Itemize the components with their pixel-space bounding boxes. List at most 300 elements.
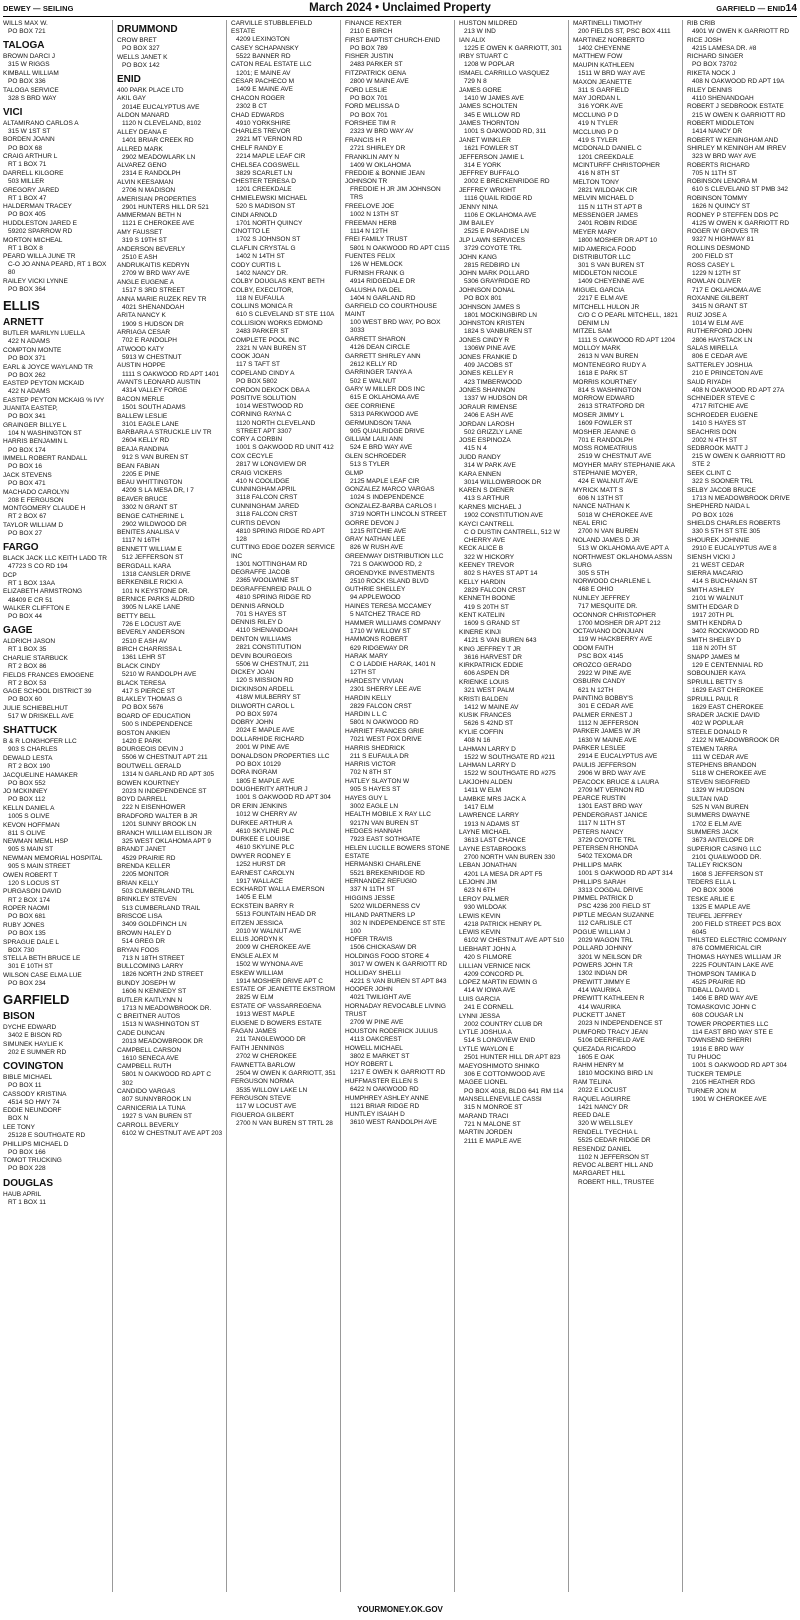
claimant-name: RESENDIZ DANIEL	[573, 1145, 632, 1153]
claimant-address: PO BOX 327	[122, 45, 160, 53]
claimant-name: LAKJOHN ALDEN	[459, 779, 513, 787]
claimant-entry	[231, 920, 337, 936]
claimant-name: CORNING RAYNA C	[231, 411, 292, 419]
claimant-entry	[117, 296, 223, 312]
claimant-address: 315 W 1ST ST	[8, 127, 51, 135]
claimant-name: SMITH KENDRA D	[687, 620, 743, 628]
claimant-name: TOWER PROPERTIES LLC	[687, 1020, 769, 1028]
claimant-entry	[687, 87, 794, 103]
claimant-address: 606 ASPEN DR	[464, 670, 510, 678]
claimant-entry	[231, 212, 337, 228]
claimant-name: JONES FRANKIE D	[459, 353, 518, 361]
claimant-entry	[687, 228, 794, 244]
claimant-name: EASTEP PEYTON MCKAID	[3, 380, 85, 388]
claimant-entry	[459, 829, 565, 845]
claimant-name: CUNNINGHAM JARED	[231, 502, 299, 510]
claimant-name: MCINTURFF CHRISTOPHER	[573, 162, 660, 170]
claimant-entry	[231, 45, 337, 61]
claimant-address: C O DUSTIN CANTRELL, 512 W CHERRY AVE	[464, 528, 562, 544]
claimant-entry	[687, 1037, 794, 1053]
claimant-address: 5522 BANNER RD	[236, 52, 291, 60]
claimant-address: PO BOX 3006	[692, 887, 734, 895]
claimant-entry	[573, 662, 679, 678]
claimant-entry	[117, 646, 223, 662]
claimant-name: COOK JOAN	[231, 353, 270, 361]
claimant-name: ROBERT J SEDBROOK ESTATE	[687, 103, 784, 111]
listing-column	[231, 20, 341, 1592]
claimant-entry	[231, 636, 337, 652]
claimant-name: MELTON TONY	[573, 178, 620, 186]
claimant-name: FURNISH FRANK G	[345, 269, 405, 277]
claimant-address: 2023 N INDEPENDENCE ST	[578, 1020, 663, 1028]
claimant-entry	[459, 796, 565, 812]
claimant-address: 1810 MOCKING BIRD LN	[578, 1070, 653, 1078]
claimant-address: 101 N KEYSTONE DR.	[122, 587, 190, 595]
claimant-name: HOFER TRAVIS	[345, 936, 393, 944]
claimant-name: CHELF RANDY E	[231, 144, 283, 152]
claimant-entry	[459, 220, 565, 236]
claimant-address: 5626 S 42ND ST	[464, 720, 514, 728]
claimant-entry	[345, 420, 451, 436]
claimant-name: DYCHE EDWARD	[3, 1024, 57, 1032]
claimant-name: COMPLETE POOL INC	[231, 336, 300, 344]
claimant-name: ANDERSON BEVERLY	[117, 245, 186, 253]
claimant-name: CHELSEA COGSWELL	[231, 161, 300, 169]
claimant-address: 4021 TWILIGHT AVE	[350, 994, 412, 1002]
claimant-name: MID AMERICA FOOD DISTRIBUTOR LLC	[573, 245, 639, 261]
claimant-name: RIKETA NOCK J	[687, 70, 736, 78]
claimant-entry	[117, 87, 223, 95]
claimant-address: PO BOX 681	[8, 913, 46, 921]
claimant-name: NUNLEY JEFFREY	[573, 594, 630, 602]
claimant-entry	[573, 287, 679, 303]
claimant-address: 826 W RUSH AVE	[350, 544, 403, 552]
claimant-name: MORRIS KOURTNEY	[573, 378, 637, 386]
town-heading: GAGE	[3, 625, 33, 637]
claimant-entry	[687, 746, 794, 762]
claimant-entry	[573, 1062, 679, 1078]
claimant-address: 1106 E OKLAHOMA AVE	[464, 211, 537, 219]
claimant-name: JEFFREY WRIGHT	[459, 186, 516, 194]
town-heading: FARGO	[3, 542, 39, 554]
claimant-name: TIDBALL DAVID L	[687, 987, 740, 995]
claimant-address: 2323 W BRD WAY AV	[350, 128, 414, 136]
claimant-address: PO BOX 721	[8, 28, 46, 36]
claimant-entry	[459, 913, 565, 929]
claimant-address: RT 2 BOX 67	[8, 513, 47, 521]
claimant-address: 876 COMMERICAL CIR	[692, 945, 762, 953]
claimant-address: 629 RIDGEWAY DR	[350, 644, 409, 652]
claimant-address: 117 S TAFT ST	[236, 361, 280, 369]
claimant-address: 1609 FOWLER ST	[578, 420, 633, 427]
claimant-name: PUCKETT JANET	[573, 1012, 626, 1020]
claimant-address: 2501 HUNTER HILL DR APT 823	[464, 1054, 561, 1062]
claimant-entry	[3, 153, 109, 169]
claimant-entry	[687, 445, 794, 469]
claimant-address: 2709 W BRD WAY AVE	[122, 270, 190, 278]
claimant-entry	[231, 669, 337, 685]
claimant-address: 2302 B CT	[236, 102, 268, 110]
claimant-entry	[687, 278, 794, 294]
claimant-address: RT 2 BOX 174	[8, 896, 51, 904]
claimant-name: LIEBHART JOHN A	[459, 945, 516, 953]
claimant-address: 1914 MOSHER DRIVE APT C	[236, 977, 323, 985]
claimant-entry	[345, 137, 451, 153]
claimant-address: 4113 OAKCREST	[350, 1035, 402, 1043]
claimant-entry	[3, 422, 109, 438]
claimant-address: 6422 N OAKWOOD RD	[350, 1086, 419, 1093]
listing-column	[345, 20, 455, 1592]
claimant-name: MONTGOMERY CLAUDE H	[3, 505, 86, 513]
claimant-address: 1217 E OWEN K GARRIOTT RD	[350, 1069, 446, 1077]
claimant-name: HATLEY SLAYTON W	[345, 778, 410, 786]
listing-column	[117, 20, 227, 1592]
claimant-entry	[231, 569, 337, 585]
claimant-entry	[3, 522, 109, 538]
claimant-address: 1318 CANSLER DRIVE	[122, 570, 191, 578]
claimant-address: PO BOX 801	[464, 295, 502, 303]
claimant-name: SCHNEIDER STEVE C	[687, 395, 755, 403]
claimant-address: 1522 W SOUTHGATE RD #275	[464, 770, 556, 778]
claimant-name: LOPEZ MARTIN EDWIN G	[459, 979, 538, 987]
claimant-entry	[573, 195, 679, 211]
claimant-name: BRINKLEY STEVEN	[117, 896, 177, 904]
claimant-name: MEYER MARY	[573, 228, 617, 236]
claimant-entry	[573, 1079, 679, 1095]
claimant-entry	[459, 696, 565, 712]
claimant-entry	[3, 472, 109, 488]
claimant-name: HARAK MARY	[345, 653, 388, 661]
claimant-entry	[345, 253, 451, 269]
claimant-address: 323 W BRD WAY AVE	[692, 153, 757, 160]
claimant-entry	[3, 1107, 109, 1123]
claimant-entry	[117, 179, 223, 195]
claimant-name: SIERRA MACARIO	[687, 570, 743, 578]
claimant-name: GERMUNDSON TANA	[345, 419, 412, 427]
claimant-address: 3402 ROCKWOOD RD	[692, 628, 760, 636]
claimant-name: RAILEY VICKI LYNNE	[3, 278, 68, 286]
claimant-name: ANDRUKAITIS KEDRYN	[117, 262, 190, 270]
claimant-entry	[573, 712, 679, 728]
claimant-entry	[687, 520, 794, 536]
claimant-address: 215 W OWEN K GARRIOTT RD STE 2	[692, 453, 788, 469]
claimant-entry	[117, 546, 223, 562]
claimant-name: SELBY JACOB BRUCE	[687, 486, 756, 494]
claimant-address: 1001 S OAKWOOD RD APT 304	[692, 1062, 787, 1070]
claimant-address: 4910 YORKSHIRE	[236, 119, 291, 127]
claimant-entry	[3, 1191, 109, 1207]
claimant-address: 1401 BRIAR CREEK RD	[122, 136, 194, 144]
claimant-name: JO MCKINNEY	[3, 788, 48, 796]
claimant-address: 2013 MEADOWBROOK DR	[122, 1038, 203, 1046]
claimant-entry	[573, 845, 679, 861]
claimant-address: 1805 E MAPLE AVE	[236, 777, 295, 785]
claimant-entry	[117, 37, 223, 53]
claimant-address: RT 1 BOX 11	[8, 1198, 46, 1206]
claimant-entry	[687, 70, 794, 86]
claimant-name: PURGASON DAVID	[3, 888, 62, 896]
claimant-name: MAUPIN KATHLEEN	[573, 61, 634, 69]
claimant-address: 2029 WAGON TRL	[578, 936, 634, 944]
page-header	[3, 0, 797, 17]
claimant-address: 420 S FILMORE	[464, 954, 512, 961]
claimant-entry	[459, 746, 565, 762]
claimant-address: 802 S HAYES ST APT 14	[464, 570, 538, 578]
claimant-address: 2702 W CHEROKEE	[236, 1053, 297, 1061]
claimant-entry	[117, 329, 223, 345]
claimant-entry	[231, 20, 337, 44]
claimant-entry	[345, 620, 451, 636]
claimant-address: 1111 S OAKWOOD RD APT 1401	[122, 370, 220, 378]
claimant-address: 1522 W SOUTHGATE RD #211	[464, 753, 556, 761]
claimant-name: MORROW EDWARD	[573, 395, 635, 403]
claimant-name: AUSTIN HOPPE	[117, 362, 166, 370]
claimant-name: NORWOOD CHARLENE L	[573, 578, 651, 586]
claimant-address: 514 S LONGVIEW ENID	[464, 1037, 536, 1045]
claimant-name: DICKEY JOAN	[231, 669, 275, 677]
claimant-address: RT 1 BOX 8	[8, 244, 43, 252]
claimant-address: 2510 E ASH AV	[122, 637, 168, 645]
claimant-entry	[231, 112, 337, 128]
claimant-name: WELLS JANET K	[117, 53, 168, 61]
claimant-name: FREDDIE & BONNIE JEAN JOHNSON TR	[345, 170, 427, 186]
claimant-address: 1001 S OAKWOOD RD APT 314	[578, 870, 673, 878]
claimant-address: 414 WAURIKA	[578, 986, 621, 994]
claimant-entry	[459, 846, 565, 862]
claimant-name: ECKSTEIN BARRY R	[231, 902, 294, 910]
claimant-name: KING JEFFREY T JR	[459, 645, 521, 653]
claimant-entry	[231, 228, 337, 244]
claimant-name: EITZEN JESSICA	[231, 919, 284, 927]
claimant-entry	[231, 245, 337, 261]
claimant-address: 408 N OAKWOOD RD APT 27A	[692, 386, 785, 394]
claimant-name: GLMP	[345, 469, 364, 477]
claimant-name: ROLLINS DESMOND	[687, 245, 750, 253]
claimant-name: THILSTED ELECTRIC COMPANY	[687, 937, 787, 945]
claimant-entry	[231, 619, 337, 635]
claimant-name: FRANCIS H R	[345, 136, 387, 144]
claimant-entry	[573, 962, 679, 978]
claimant-entry	[3, 688, 109, 704]
claimant-name: SAUD RIYADH	[687, 378, 731, 386]
claimant-name: DOLLARHIDE RICHARD	[231, 736, 304, 744]
claimant-entry	[3, 972, 109, 988]
claimant-name: 400 PARK PLACE LTD	[117, 86, 184, 94]
claimant-entry	[459, 679, 565, 695]
claimant-entry	[345, 845, 451, 861]
claimant-address: 1121 BRIAR RIDGE RD	[350, 1102, 420, 1110]
claimant-address: PO BOX 135	[8, 929, 46, 937]
claimant-entry	[687, 812, 794, 828]
claimant-entry	[573, 1046, 679, 1062]
listing-column	[459, 20, 569, 1592]
claimant-address: 2604 KELLY RD	[122, 437, 170, 445]
claimant-entry	[3, 1074, 109, 1090]
claimant-address: 2829 FALCON CRST	[464, 586, 526, 594]
claimant-name: OCONNOR CHRISTOPHER	[573, 611, 656, 619]
claimant-address: 3409 GOLDFINCH LN	[122, 921, 187, 929]
claimant-name: WALKER CLIFFTON E	[3, 605, 70, 613]
claimant-address: PO BOX 701	[350, 111, 388, 119]
claimant-entry	[117, 246, 223, 262]
claimant-name: KENNETH BOONE	[459, 595, 516, 603]
claimant-name: CANDIDO VARGAS	[117, 1088, 176, 1096]
claimant-entry	[231, 178, 337, 194]
claimant-address: 1402 N 14TH ST	[236, 253, 285, 261]
claimant-name: BROWN DARCI J	[3, 53, 55, 61]
claimant-address: PO BOX 4018, BLDG 641 RM 114	[464, 1087, 564, 1095]
claimant-entry	[345, 895, 451, 911]
claimant-address: 422 N ADAMS	[8, 388, 50, 396]
claimant-entry	[345, 586, 451, 602]
claimant-address: 2002 E BRECKENRIDGE RD	[464, 178, 550, 186]
claimant-entry	[345, 678, 451, 694]
claimant-address: 503 MILLER	[8, 177, 45, 185]
claimant-entry	[459, 595, 565, 611]
claimant-name: AVANTS LEONARD AUSTIN	[117, 379, 201, 387]
claimant-address: PO BOX 364	[8, 286, 46, 294]
town-heading: VICI	[3, 106, 23, 118]
claimant-address: 112 CARLISLE CT	[578, 920, 633, 928]
claimant-address: 47723 S CO RD 194	[8, 563, 68, 571]
claimant-name: HARRIET FRANCES GRIE	[345, 727, 424, 735]
claimant-entry	[459, 1029, 565, 1045]
claimant-entry	[687, 937, 794, 953]
claimant-entry	[345, 986, 451, 1002]
claimant-entry	[231, 786, 337, 802]
claimant-address: 241 E CORNELL	[464, 1004, 514, 1012]
claimant-entry	[231, 195, 337, 211]
claimant-name: PEACOCK BRUCE & LAURA	[573, 778, 659, 786]
claimant-name: DICKINSON ARDELL	[231, 686, 294, 693]
claimant-entry	[3, 939, 109, 955]
claimant-entry	[345, 120, 451, 136]
claimant-entry	[459, 87, 565, 103]
claimant-address: 2510 ROCK ISLAND BLVD	[350, 577, 429, 585]
claimant-name: MIGUEL GARCIA	[573, 287, 625, 294]
claimant-address: PO BOX 16	[8, 463, 42, 471]
town-heading: ENID	[117, 73, 141, 85]
claimant-address: 4209 LEXINGTON	[236, 36, 290, 44]
claimant-name: HALDERMAN TRACEY	[3, 203, 72, 211]
claimant-entry	[117, 863, 223, 879]
claimant-entry	[345, 87, 451, 103]
claimant-entry	[3, 170, 109, 186]
claimant-name: SPRUILL BETTY S	[687, 678, 743, 686]
claimant-name: BORDEN JOANN	[3, 136, 55, 144]
claimant-entry	[117, 312, 223, 328]
claimant-entry	[345, 953, 451, 969]
town-heading: TALOGA	[3, 40, 45, 52]
claimant-entry	[345, 1045, 451, 1061]
claimant-name: GREGORY JARED	[3, 186, 60, 194]
claimant-address: 1913 N ADAMS ST	[464, 820, 520, 828]
claimant-entry	[459, 20, 565, 36]
claimant-address: 419 S 20TH ST	[464, 603, 509, 611]
claimant-address: 328 S BRD WAY	[8, 94, 57, 102]
claimant-address: 402 W POPULAR	[692, 720, 744, 728]
claimant-address: 4121 S VAN BUREN 643	[464, 636, 537, 644]
claimant-address: 316 YORK AVE	[578, 103, 623, 111]
claimant-entry	[231, 1028, 337, 1044]
claimant-entry	[345, 970, 451, 986]
claimant-name: BEAN FABIAN	[117, 462, 160, 470]
claimant-name: HEALTH MOBILE X RAY LLC	[345, 811, 431, 819]
claimant-entry	[231, 544, 337, 568]
claimant-address: 2613 STRATFORD DR	[578, 403, 645, 411]
claimant-name: BROWN HALEY D	[117, 929, 172, 937]
footer-website: YOURMONEY.OK.GOV	[357, 1605, 443, 1614]
claimant-name: GREENWAY DISTRIBUTION LLC	[345, 553, 444, 560]
claimant-name: BUTLER MARILYN LUELLA	[3, 330, 85, 338]
claimant-address: 3014 WILLOWBROOK DR	[464, 478, 542, 486]
claimant-address: 1012 W CHERRY AV	[236, 810, 298, 818]
claimant-entry	[231, 1003, 337, 1019]
claimant-name: RIB CRIB	[687, 20, 716, 27]
claimant-entry	[345, 103, 451, 119]
claimant-name: ROSS CASEY L	[687, 261, 735, 269]
claimant-name: HARDIN KELLY	[345, 694, 392, 702]
claimant-address: 1410 S HAYES ST	[692, 420, 747, 427]
claimant-name: MCCLUNG P D	[573, 112, 619, 120]
claimant-entry	[345, 403, 451, 419]
claimant-entry	[687, 137, 794, 161]
claimant-entry	[117, 146, 223, 162]
claimant-entry	[3, 87, 109, 103]
claimant-name: PHILLIPS MICHAEL D	[3, 1140, 69, 1148]
claimant-entry	[573, 129, 679, 145]
claimant-name: MAGEE LIONEL	[459, 1079, 508, 1087]
claimant-address: 1201; E MAINE AV	[236, 69, 291, 77]
claimant-address: 3415 N GRANT ST	[692, 303, 748, 311]
claimant-entry	[117, 696, 223, 712]
claimant-entry	[687, 212, 794, 228]
claimant-name: MOLLOY MARK	[573, 345, 621, 353]
claimant-address: 2314 E RANDOLPH	[122, 170, 181, 178]
claimant-address: 912 S VAN BUREN ST	[122, 454, 189, 461]
claimant-address: 200 FIELD ST	[692, 253, 734, 261]
claimant-name: ROPER NAOMI	[3, 905, 50, 913]
claimant-address: 4221 S VAN BUREN ST APT 843	[350, 977, 447, 985]
claimant-name: TESKE ARLIE E	[687, 895, 735, 903]
claimant-entry	[3, 505, 109, 521]
claimant-name: HARRIS BENJAMIN L	[3, 438, 68, 446]
claimant-entry	[573, 487, 679, 503]
claimant-address: 1626 N QUINCY ST	[692, 203, 751, 211]
claimant-name: ELIZABETH ARMSTRONG	[3, 588, 83, 596]
claimant-entry	[345, 1061, 451, 1077]
claimant-address: 5513 FOUNTAIN HEAD DR	[236, 911, 317, 919]
claimant-name: KELLN DANIEL A	[3, 805, 55, 812]
claimant-name: B & R LONGHOFER LLC	[3, 738, 77, 746]
claimant-address: 4209 S LA MESA DR, I 7	[122, 487, 194, 495]
claimant-name: PENDERGRAST JANICE	[573, 811, 648, 819]
claimant-address: 2902 MEADOWLARK LN	[122, 153, 196, 161]
claimant-address: PO BOX 5974	[236, 710, 278, 718]
claimant-address: 610 S CLEVELAND ST PMB 342	[692, 186, 788, 194]
claimant-entry	[231, 970, 337, 986]
claimant-address: 2009 W CHEROKEE AVE	[236, 944, 311, 952]
claimant-address: 1824 S VANBUREN ST	[464, 328, 533, 336]
claimant-name: CUNNINGHAM APRIL	[231, 486, 297, 494]
claimant-name: LYNNI JESSA	[459, 1012, 501, 1020]
claimant-address: 413 S ARTHUR	[464, 495, 510, 503]
claimant-name: RUBY JONES	[3, 921, 45, 929]
claimant-address: PO BOX 73702	[692, 61, 737, 69]
claimant-address: 118 N EUFAULA	[236, 294, 285, 302]
claimant-address: 721 S OAKWOOD RD, 2	[350, 561, 422, 569]
claimant-entry	[459, 120, 565, 136]
